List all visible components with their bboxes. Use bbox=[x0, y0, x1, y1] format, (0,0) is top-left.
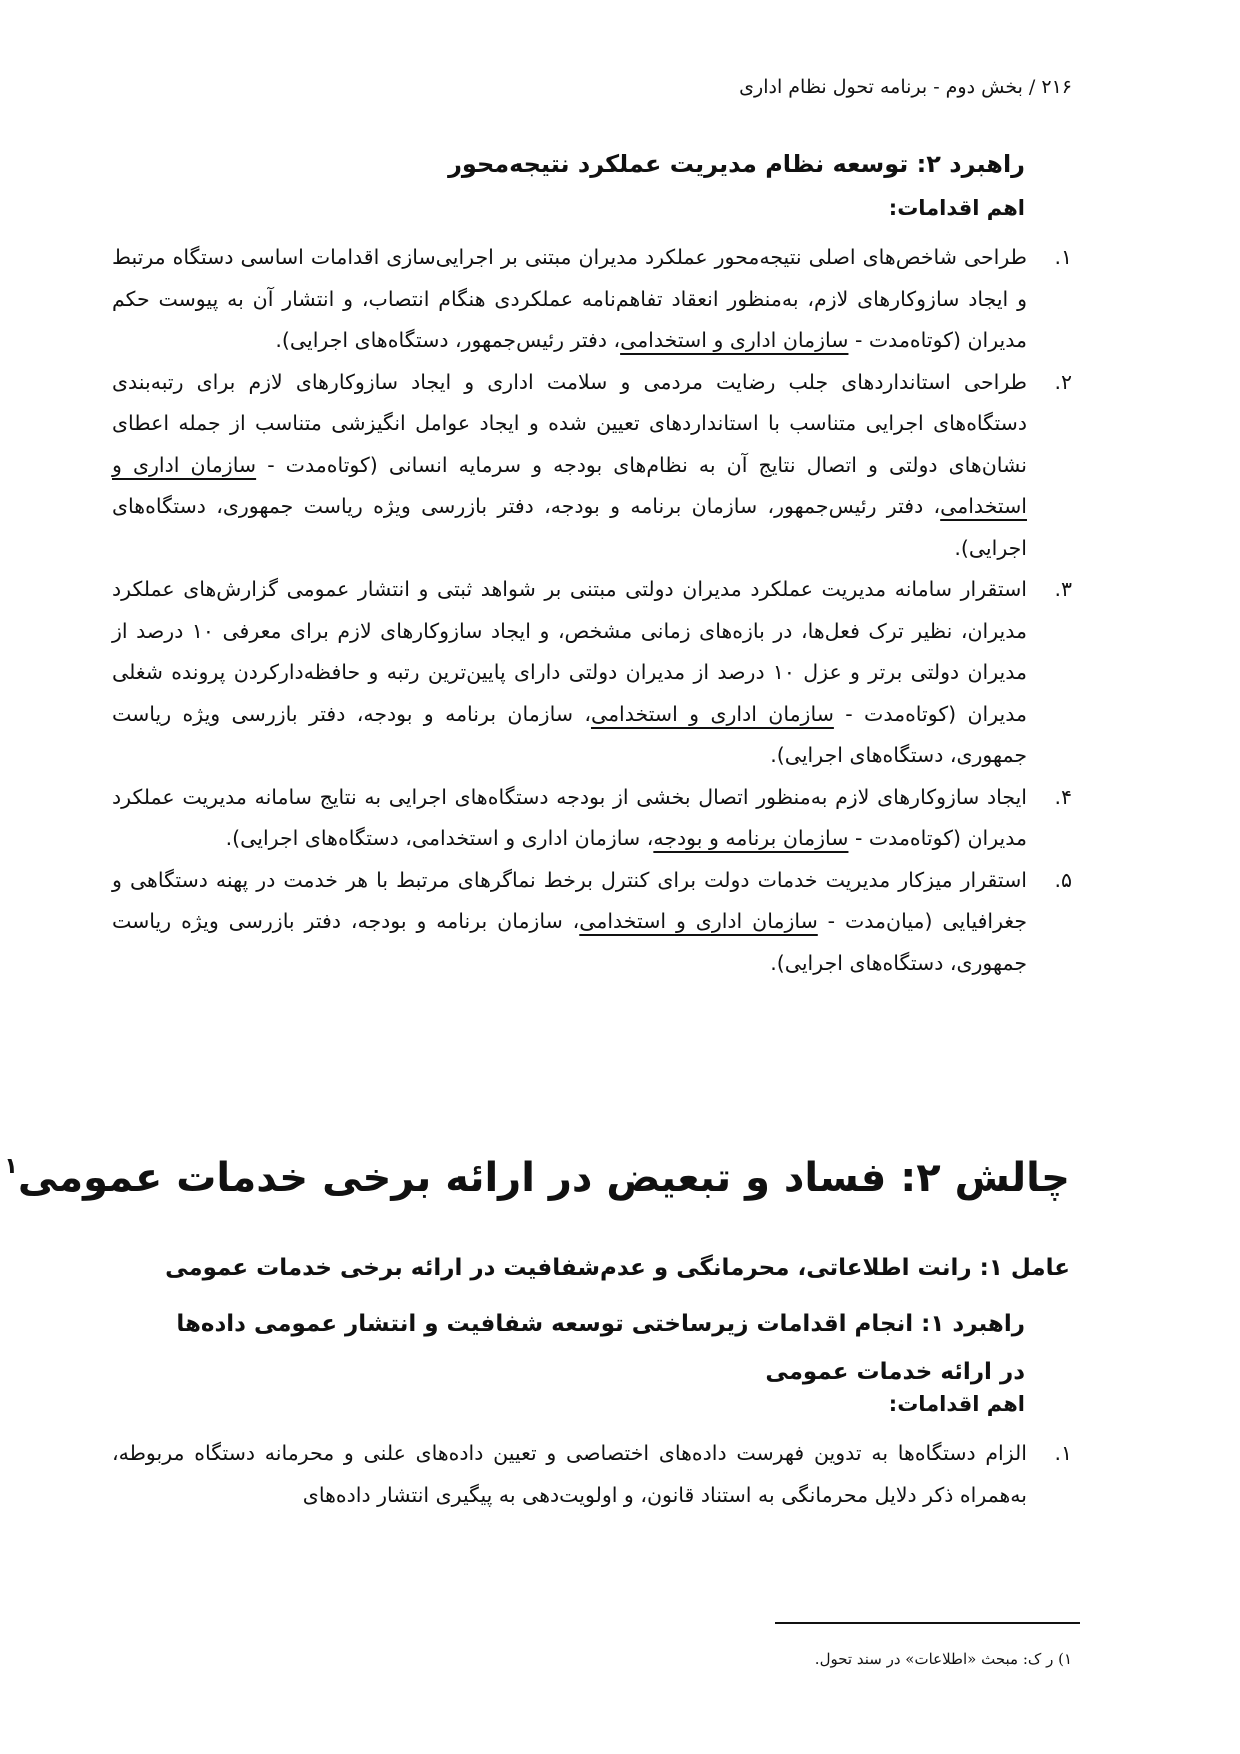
item-text: الزام دستگاه‌ها به تدوین فهرست داده‌های اختصاصی و تعیین داده‌های علنی و محرمانه دستگاه مربوطه، به‌همراه ذکر دلایل محرمانگی به استناد قانون، و اولویت‌دهی به پیگیری انتشار داده‌های bbox=[112, 1441, 1027, 1507]
item-text-tail: ، دفتر رئیس‌جمهور، سازمان برنامه و بودجه، دفتر بازرسی ویژه ریاست جمهوری، دستگاه‌های اجرایی). bbox=[112, 494, 1027, 560]
item-text: طراحی استانداردهای جلب رضایت مردمی و سلامت اداری و ایجاد سازوکارهای لازم برای رتبه‌بندی دستگاه‌های اجرایی متناسب با استانداردهای تعیین شده و ایجاد عوامل انگیزشی متناسب از جمله اعطای نشان‌های دولتی و اتصال نتایج آن به نظام‌های بودجه و سرمایه انسانی (کوتاه‌مدت - bbox=[112, 369, 1027, 477]
responsible-org: سازمان اداری و استخدامی bbox=[112, 452, 1027, 518]
footnote: ۱) ر ک: مبحث «اطلاعات» در سند تحول. bbox=[814, 1650, 1072, 1668]
challenge-title: چالش ۲: فساد و تبعیض در ارائه برخی خدمات عمومی bbox=[17, 1155, 1070, 1201]
item-text: طراحی شاخص‌های اصلی نتیجه‌محور عملکرد مدیران مبتنی بر اجرایی‌سازی اقدامات اساسی دستگاه مرتبط و ایجاد سازوکارهای لازم، به‌منظور انعقاد تفاهم‌نامه عملکردی هنگام انتصاب، و انتشار آن به پیوست حکم مدیران (کوتاه‌مدت - bbox=[112, 245, 1027, 352]
item-number: ۳. bbox=[1054, 577, 1072, 601]
item-number: ۵. bbox=[1054, 867, 1072, 892]
footnote-reference[interactable]: ۱ bbox=[4, 1153, 18, 1179]
responsible-org: سازمان اداری و استخدامی bbox=[590, 701, 834, 726]
actions-list bbox=[112, 237, 1072, 984]
item-text-tail: ، دفتر رئیس‌جمهور، دستگاه‌های اجرایی). bbox=[275, 328, 621, 352]
responsible-org: سازمان اداری و استخدامی bbox=[579, 909, 818, 933]
list-item bbox=[112, 362, 1072, 570]
responsible-org: سازمان اداری و استخدامی bbox=[620, 328, 849, 352]
item-number: ۲. bbox=[1054, 369, 1072, 394]
challenge-heading bbox=[4, 1155, 1070, 1201]
item-number: ۱. bbox=[1054, 1441, 1072, 1465]
strategy-heading-2: راهبرد ۲: توسعه نظام مدیریت عملکرد نتیجه‌محور bbox=[448, 150, 1025, 178]
list-item bbox=[112, 860, 1072, 985]
strategy-heading-1: راهبرد ۱: انجام اقدامات زیرساختی توسعه شفافیت و انتشار عمومی داده‌ها در ارائه خدمات عمومی bbox=[176, 1311, 1025, 1385]
actions-label: اهم اقدامات: bbox=[888, 196, 1025, 220]
actions-list-2 bbox=[112, 1433, 1072, 1516]
item-number: ۱. bbox=[1054, 245, 1072, 269]
list-item bbox=[112, 569, 1072, 777]
item-text-tail: ، سازمان برنامه و بودجه، دفتر بازرسی ویژه ریاست جمهوری، دستگاه‌های اجرایی). bbox=[112, 701, 1027, 767]
actions-label-2: اهم اقدامات: bbox=[888, 1392, 1025, 1416]
item-number: ۴. bbox=[1054, 784, 1072, 809]
item-text: ایجاد سازوکارهای لازم به‌منظور اتصال بخشی از بودجه دستگاه‌های اجرایی به نتایج سامانه مدیریت عملکرد مدیران (کوتاه‌مدت - bbox=[112, 784, 1027, 850]
footnote-separator bbox=[775, 1622, 1080, 1624]
running-head: ۲۱۶ / بخش دوم - برنامه تحول نظام اداری bbox=[739, 76, 1072, 98]
item-text-tail: ، سازمان اداری و استخدامی، دستگاه‌های اجرایی). bbox=[225, 826, 654, 850]
item-text: استقرار سامانه مدیریت عملکرد مدیران دولتی مبتنی بر شواهد ثبتی و انتشار عمومی گزارش‌های عملکرد مدیران، نظیر ترک فعل‌ها، در بازه‌های زمانی مشخص، و ایجاد سازوکارهای لازم برای معرفی ۱۰ درصد از مدیران دولتی برتر و عزل ۱۰ درصد از مدیران دولتی دارای پایین‌ترین رتبه و حافظه‌دارکردن پرونده شغلی مدیران (کوتاه‌مدت - bbox=[112, 577, 1028, 726]
list-item bbox=[112, 777, 1072, 860]
factor-heading: عامل ۱: رانت اطلاعاتی، محرمانگی و عدم‌شفافیت در ارائه برخی خدمات عمومی bbox=[165, 1255, 1070, 1281]
item-text-tail: ، سازمان برنامه و بودجه، دفتر بازرسی ویژه ریاست جمهوری، دستگاه‌های اجرایی). bbox=[112, 909, 1027, 975]
item-text: استقرار میزکار مدیریت خدمات دولت برای کنترل برخط نماگرهای مرتبط با هر خدمت در پهنه دستگاهی و جغرافیایی (میان‌مدت - bbox=[112, 867, 1027, 933]
list-item bbox=[112, 1433, 1072, 1516]
list-item bbox=[112, 237, 1072, 362]
responsible-org: سازمان برنامه و بودجه bbox=[653, 826, 849, 850]
